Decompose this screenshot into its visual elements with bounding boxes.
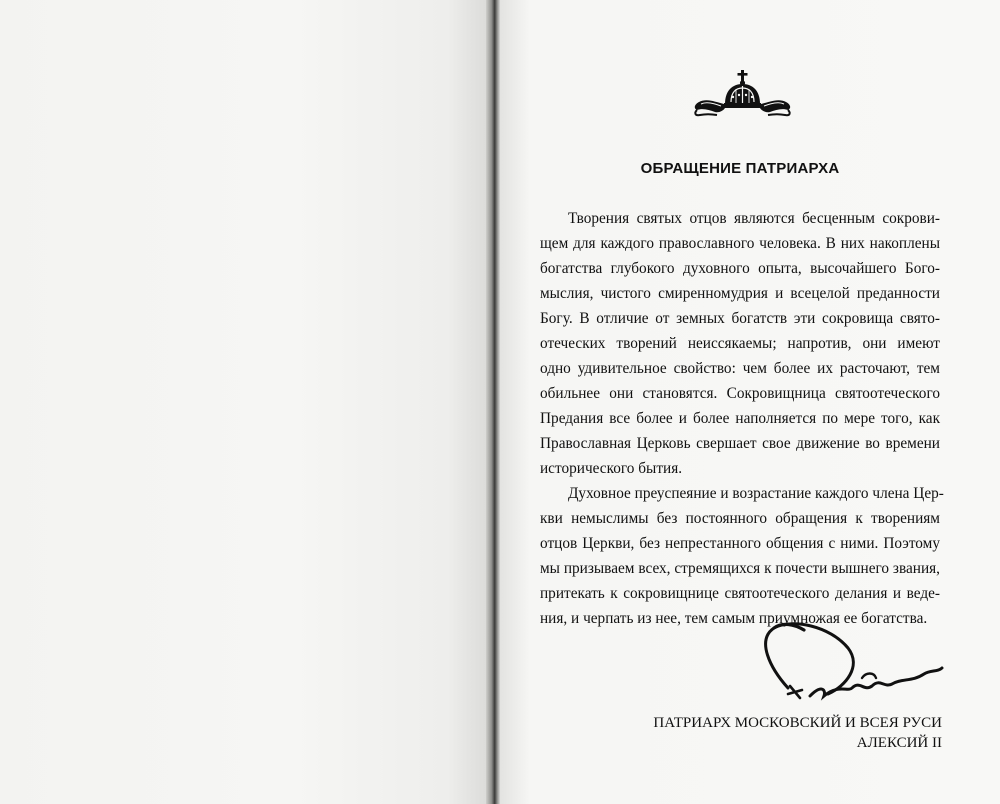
signature-title: ПАТРИАРХ МОСКОВСКИЙ И ВСЕЯ РУСИ [653, 715, 942, 731]
paragraph-1-line: Православная Церковь свершает свое движение во времени [540, 435, 940, 452]
handwritten-signature [752, 618, 944, 710]
paragraph-1-line: обильнее они становятся. Сокровищница святоотеческого [540, 385, 940, 402]
paragraph-2-line: притекать к сокровищнице святоотеческого делания и веде- [540, 585, 940, 602]
paragraph-2-line: мы призываем всех, стремящихся к почести вышнего звания, [540, 560, 940, 577]
paragraph-2-line: Духовное преуспеяние и возрастание каждого члена Цер- [568, 485, 944, 502]
paragraph-1-line: одно удивительное свойство: чем более их расточают, тем [540, 360, 940, 377]
paragraph-2-line: кви немыслимы без постоянного обращения к творениям [540, 510, 940, 527]
book-gutter [486, 0, 500, 804]
signature-name: АЛЕКСИЙ II [856, 735, 942, 751]
left-blank-page [0, 0, 486, 804]
paragraph-1-line: щем для каждого православного человека. В них накоплены [540, 235, 940, 252]
paragraph-1-line: Творения святых отцов являются бесценным сокрови- [568, 210, 940, 227]
paragraph-1-line: исторического бытия. [540, 460, 683, 477]
paragraph-1-line: богатства глубокого духовного опыта, высочайшего Бого- [540, 260, 940, 277]
paragraph-1-line: Предания все более и более наполняется по мере того, как [540, 410, 940, 427]
page-title: ОБРАЩЕНИЕ ПАТРИАРХА [640, 160, 840, 177]
paragraph-2-line: ния, и черпать из нее, тем самым приумножая ее богатства. [540, 610, 928, 627]
patriarch-crown-emblem-icon [691, 68, 795, 118]
paragraph-1-line: отеческих творений неиссякаемы; напротив, они имеют [540, 335, 940, 352]
paragraph-2-line: отцов Церкви, без непрестанного общения с ними. Поэтому [540, 535, 940, 552]
paragraph-1-line: мыслия, чистого смиренномудрия и всецелой преданности [540, 285, 940, 302]
paragraph-1-line: Богу. В отличие от земных богатств эти сокровища свято- [540, 310, 940, 327]
